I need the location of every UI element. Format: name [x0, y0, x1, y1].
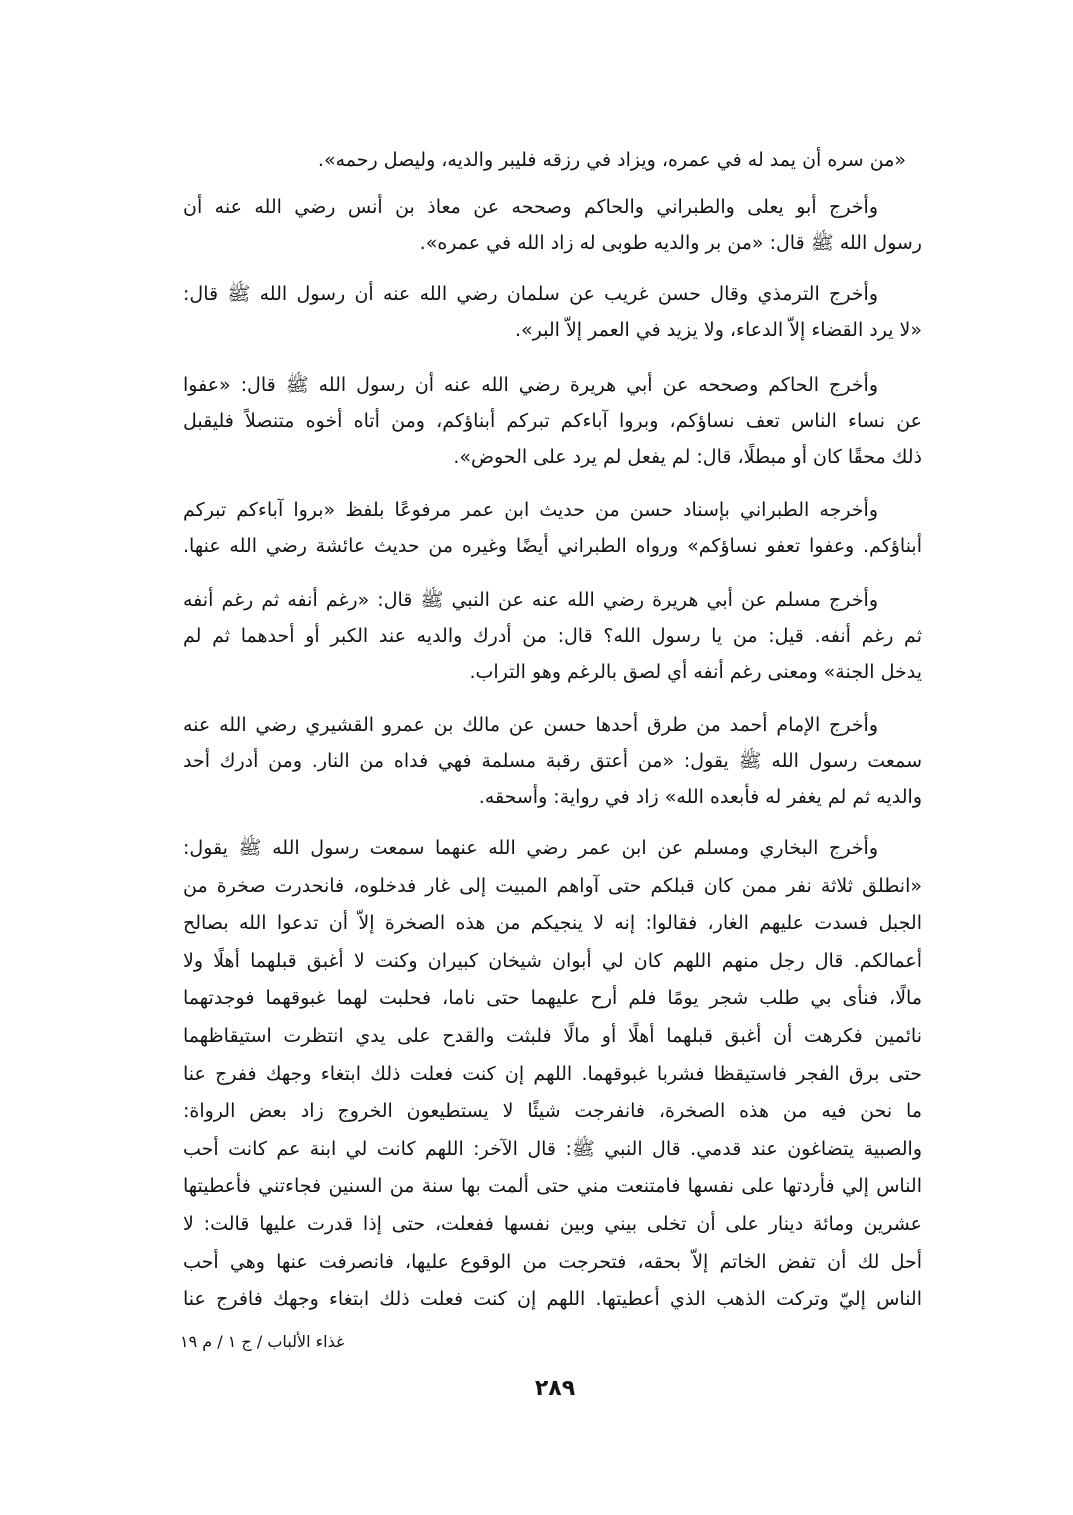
text-line: أبناؤكم. وعفوا تعفو نساؤكم» ورواه الطبراني أيضًا وغيره من حديث عائشة رضي الله عنها. — [183, 535, 922, 557]
text-line: وأخرج الترمذي وقال حسن غريب عن سلمان رضي الله عنه أن رسول الله ﷺ قال: — [183, 283, 878, 305]
text-line: ما نحن فيه من هذه الصخرة، فانفرجت شيئًا لا يستطيعون الخروج زاد بعض الرواة: — [183, 1100, 922, 1123]
text-line: أعمالكم. قال رجل منهم اللهم كان لي أبوان شيخان كبيران وكنت لا أغبق قبلهما أهلًا ولا — [183, 949, 922, 972]
paragraph-continuation — [183, 142, 922, 178]
text-line: والديه ثم لم يغفر له فأبعده الله» زاد في رواية: وأسحقه. — [478, 786, 922, 808]
text-line: ثم رغم أنفه. قيل: من يا رسول الله؟ قال: من أدرك والديه عند الكبر أو أحدهما ثم لم — [183, 625, 922, 647]
paragraph — [183, 189, 922, 261]
text-line: عن نساء الناس تعف نساؤكم، وبروا آباءكم تبركم أبناؤكم، ومن أتاه أخوه متنصلاً فليقبل — [183, 410, 922, 432]
text-line: «انطلق ثلاثة نفر ممن كان قبلكم حتى آواهم المبيت إلى غار فدخلوه، فانحدرت صخرة من — [183, 874, 922, 897]
text-line: الناس إليّ وتركت الذهب الذي أعطيتها. اللهم إن كنت فعلت ذلك ابتغاء وجهك فافرج عنا — [183, 1288, 922, 1311]
paragraph — [183, 276, 922, 348]
text-line: والصبية يتضاغون عند قدمي. قال النبي ﷺ: قال الآخر: اللهم كانت لي ابنة عم كانت أحب — [183, 1137, 922, 1160]
footer-signature-note: غذاء الألباب / ج ١ / م ١٩ — [180, 1332, 345, 1351]
text-line: «لا يرد القضاء إلاّ الدعاء، ولا يزيد في العمر إلاّ البر». — [514, 319, 922, 341]
text-line: رسول الله ﷺ قال: «من بر والديه طوبى له زاد الله في عمره». — [419, 232, 922, 254]
paragraph — [183, 492, 922, 564]
paragraph — [183, 707, 922, 815]
text-line: سمعت رسول الله ﷺ يقول: «من أعتق رقبة مسلمة فهي فداه من النار. ومن أدرك أحد — [183, 750, 922, 772]
text-line: الجبل فسدت عليهم الغار، فقالوا: إنه لا ينجيكم من هذه الصخرة إلاّ أن تدعوا الله بصالح — [183, 912, 922, 935]
text-line: حتى برق الفجر فاستيقظا فشربا غبوقهما. اللهم إن كنت فعلت ذلك ابتغاء وجهك ففرج عنا — [183, 1062, 922, 1085]
text-line: مالًا، فنأى بي طلب شجر يومًا فلم أرح عليهما حتى ناما، فحلبت لهما غبوقهما فوجدتهما — [183, 987, 922, 1010]
text-line: وأخرج الحاكم وصححه عن أبي هريرة رضي الله عنه أن رسول الله ﷺ قال: «عفوا — [183, 374, 878, 396]
text-line: يدخل الجنة» ومعنى رغم أنفه أي لصق بالرغم وهو التراب. — [469, 661, 922, 683]
text-line: نائمين فكرهت أن أغبق قبلهما أهلًا أو مالًا فلبثت والقدح على يدي انتظرت استيقاظهما — [183, 1024, 922, 1047]
text-line: أحل لك أن تفض الخاتم إلاّ بحقه، فتحرجت من الوقوع عليها، فانصرفت عنها وهي أحب — [183, 1250, 922, 1273]
text-line: الناس إلي فأردتها على نفسها فامتنعت مني حتى ألمت بها سنة من السنين فجاءتني فأعطيتها — [183, 1175, 922, 1198]
text-line: وأخرج البخاري ومسلم عن ابن عمر رضي الله عنهما سمعت رسول الله ﷺ يقول: — [183, 837, 878, 859]
text-line: وأخرجه الطبراني بإسناد حسن من حديث ابن عمر مرفوعًا بلفظ «بروا آباءكم تبركم — [183, 499, 878, 521]
page-number: ٢٨٩ — [534, 1376, 576, 1401]
text-line: عشرين ومائة دينار على أن تخلى بيني وبين نفسها ففعلت، حتى إذا قدرت عليها قالت: لا — [183, 1212, 922, 1235]
text-line: ذلك محقًا كان أو مبطلًا، قال: لم يفعل لم يرد على الحوض». — [453, 446, 922, 468]
paragraph — [183, 582, 922, 690]
text-line: وأخرج مسلم عن أبي هريرة رضي الله عنه عن النبي ﷺ قال: «رغم أنفه ثم رغم أنفه — [183, 589, 878, 611]
paragraph — [183, 367, 922, 475]
text-line: وأخرج الإمام أحمد من طرق أحدها حسن عن مالك بن عمرو القشيري رضي الله عنه — [183, 714, 878, 736]
paragraph — [183, 830, 922, 1319]
text-line: «من سره أن يمد له في عمره، ويزاد في رزقه فليبر والديه، وليصل رحمه». — [317, 149, 906, 171]
text-line: وأخرج أبو يعلى والطبراني والحاكم وصححه عن معاذ بن أنس رضي الله عنه أن — [183, 196, 878, 218]
